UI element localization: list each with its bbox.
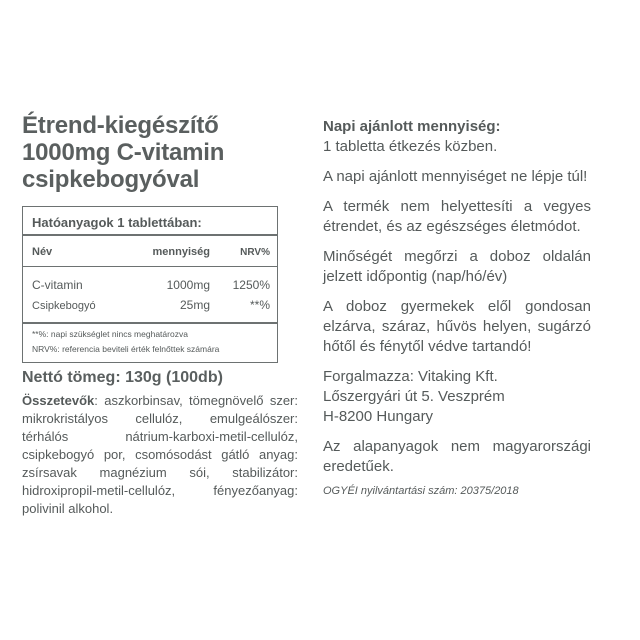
ingredient-amount: 25mg [179, 298, 210, 312]
best-before: Minőségét megőrzi a doboz oldalán jelzett időpontig (nap/hó/év) [323, 248, 591, 285]
active-ingredients-table [22, 206, 278, 363]
composition [22, 392, 298, 518]
product-title [22, 112, 298, 193]
distributor-line: H-8200 Hungary [323, 408, 434, 425]
dose-warning: A napi ajánlott mennyiséget ne lépje túl! [323, 168, 588, 185]
net-weight: Nettó tömeg: 130g (100db) [22, 369, 223, 386]
table-column-headers [30, 236, 270, 266]
table-header: Hatóanyagok 1 tablettában: [32, 215, 202, 230]
storage-instructions: A doboz gyermekek elől gondosan elzárva, száraz, hűvös helyen, sugárzó hőtől és fénytől védve tartandó! [323, 298, 591, 355]
footnote: **%: napi szükséglet nincs meghatározva [32, 329, 188, 339]
table-row [30, 295, 270, 316]
right-column [323, 117, 591, 497]
left-column [22, 112, 298, 518]
ingredient-name: C-vitamin [32, 278, 83, 292]
registration-number: OGYÉI nyilvántartási szám: 20375/2018 [323, 485, 519, 497]
diet-warning: A termék nem helyettesíti a vegyes étrendet, és az egészséges életmódot. [323, 198, 591, 235]
table-body [30, 267, 270, 322]
title-line: Étrend-kiegészítő [22, 112, 219, 139]
ingredient-nrv: **% [249, 298, 270, 312]
distributor-line: Forgalmazza: Vitaking Kft. [323, 368, 498, 385]
origin-note: Az alapanyagok nem magyarországi eredetűek. [323, 438, 591, 475]
distributor-line: Lőszergyári út 5. Veszprém [323, 388, 505, 405]
dose-label: Napi ajánlott mennyiség: [323, 118, 501, 135]
ingredient-name: Csipkebogyó [32, 300, 96, 312]
ingredient-amount: 1000mg [166, 278, 210, 292]
distributor [323, 367, 591, 427]
column-header-amount: mennyiség [152, 246, 210, 258]
composition-label: Összetevők [22, 393, 95, 408]
table-row [30, 275, 270, 295]
footnote: NRV%: referencia beviteli érték felnőttek számára [32, 344, 220, 354]
title-line: 1000mg C-vitamin [22, 139, 225, 166]
dose-text: 1 tabletta étkezés közben. [323, 138, 498, 155]
table-footnotes [30, 324, 270, 357]
ingredient-nrv: 1250% [232, 278, 270, 292]
title-line: csipkebogyóval [22, 166, 200, 193]
recommended-dose [323, 117, 591, 157]
composition-text: : aszkorbinsav, tömegnövelő szer: mikrokristályos cellulóz, emulgeálószer: térhálós nátrium-karboxi-metil-cellulóz, csipkebogyó por, csomósodást gátló anyag: zsírsavak magnézium sói, stabilizátor: hidroxipropil-metil-cellulóz, fényezőanyag: polivinil alkohol. [22, 393, 298, 516]
column-header-name: Név [32, 246, 53, 258]
column-header-nrv: NRV% [240, 247, 270, 258]
